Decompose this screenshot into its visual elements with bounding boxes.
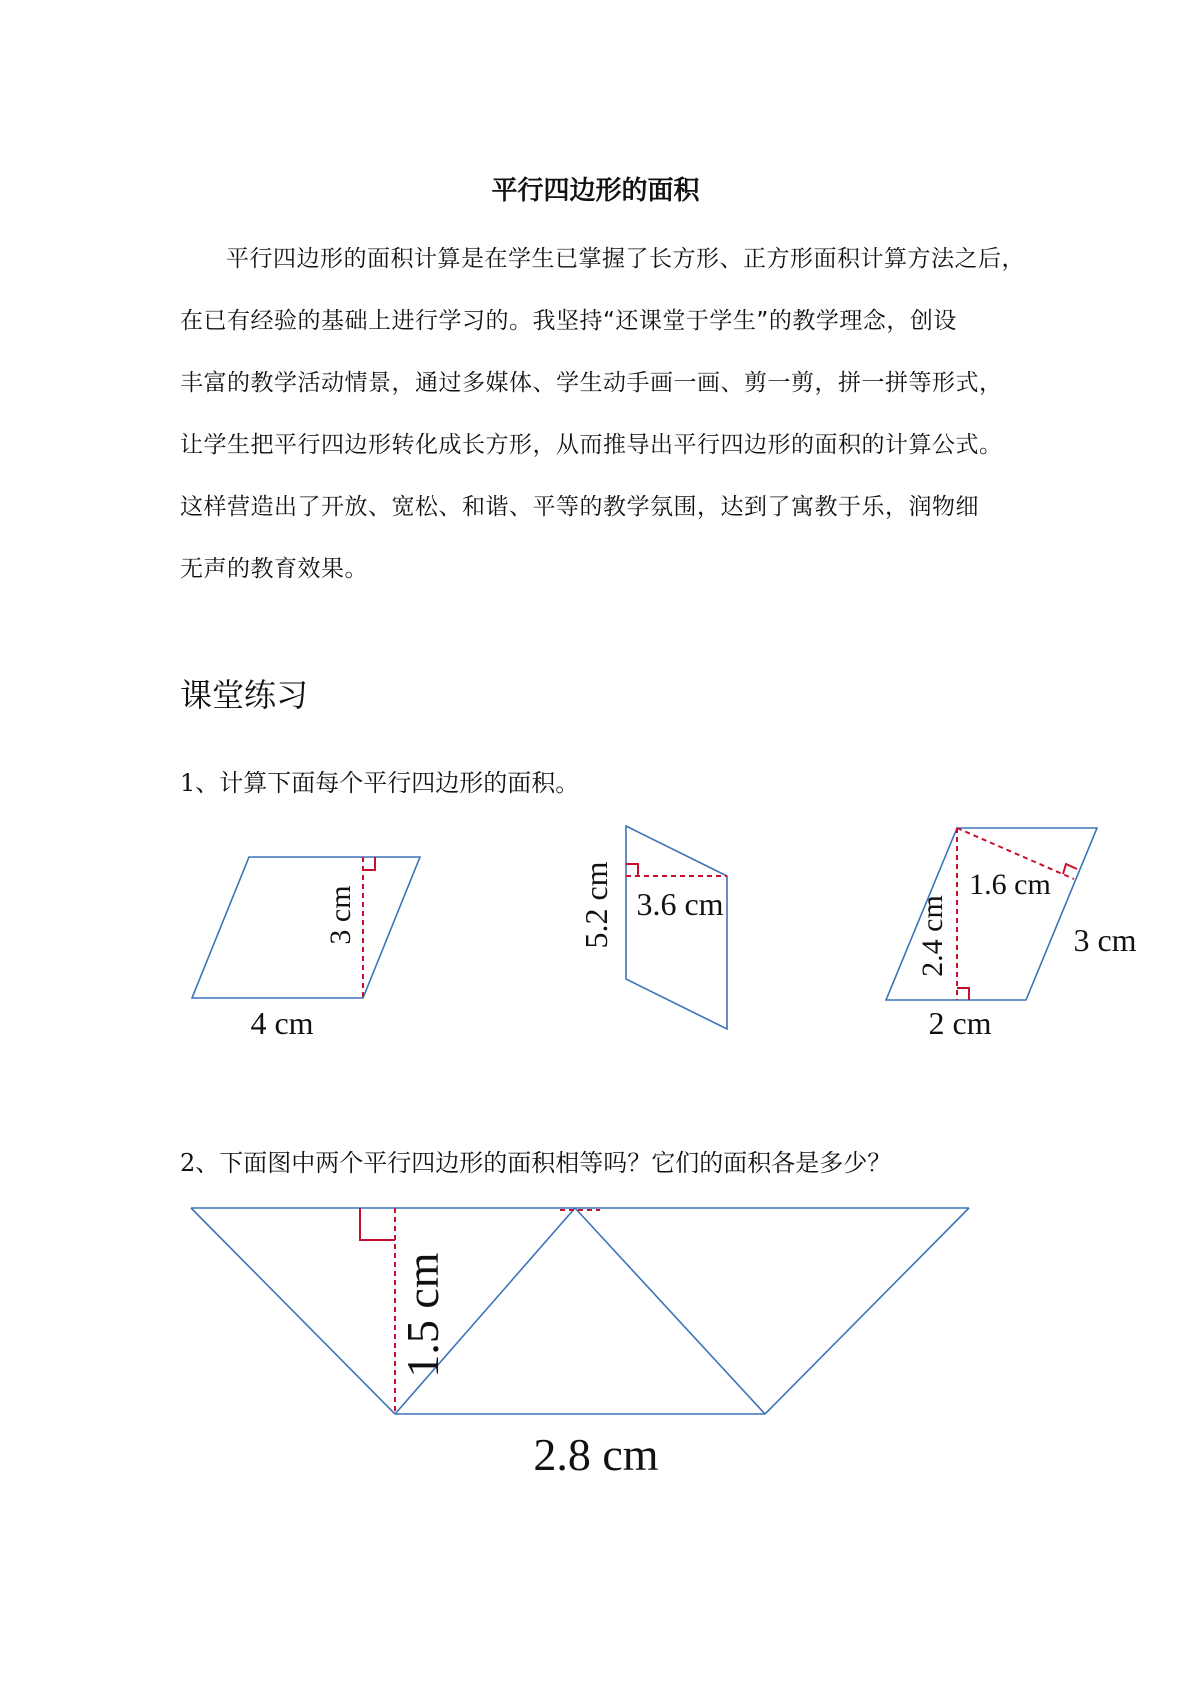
intro-line: 平行四边形的面积计算是在学生已掌握了长方形、正方形面积计算方法之后， <box>226 246 1025 272</box>
figure-a <box>192 857 420 1041</box>
base-label-a: 4 cm <box>250 1005 314 1041</box>
height-label: 1.5 cm <box>397 1252 448 1378</box>
question-1-text: 1、计算下面每个平行四边形的面积。 <box>180 769 580 797</box>
base-label: 2.8 cm <box>533 1429 659 1480</box>
intro-line: 这样营造出了开放、宽松、和谐、平等的教学氛围，达到了寓教于乐，润物细 <box>180 494 979 520</box>
right-angle-mark-b <box>626 864 638 876</box>
side-label-b: 5.2 cm <box>578 861 614 949</box>
intro-line: 无声的教育效果。 <box>180 556 368 582</box>
intro-line: 丰富的教学活动情景，通过多媒体、学生动手画一画、剪一剪，拼一拼等形式， <box>180 370 1003 396</box>
section-heading: 课堂练习 <box>180 676 309 714</box>
question-1-figures <box>0 820 1191 1060</box>
base-label-c: 2 cm <box>928 1005 992 1041</box>
parallelogram-b <box>626 826 727 1029</box>
right-angle-mark-c1 <box>957 988 969 1000</box>
side-label-c: 3 cm <box>1073 922 1137 958</box>
diagonal-right <box>575 1208 765 1414</box>
intro-paragraph <box>180 228 1030 600</box>
intro-line: 在已有经验的基础上进行学习的。我坚持“还课堂于学生”的教学理念，创设 <box>180 308 957 334</box>
question-2-figure <box>0 1190 1191 1490</box>
right-edge <box>765 1208 969 1414</box>
right-angle-mark-c2 <box>1063 864 1077 874</box>
height-to-side-label-c: 1.6 cm <box>969 868 1051 901</box>
height-label-c: 2.4 cm <box>916 895 949 977</box>
right-angle-mark-a <box>363 857 375 870</box>
parallelogram-a <box>192 857 420 998</box>
question-2-text: 2、下面图中两个平行四边形的面积相等吗？它们的面积各是多少？ <box>180 1149 892 1177</box>
figure-b <box>578 826 727 1029</box>
height-label-b: 3.6 cm <box>636 886 724 922</box>
height-label-a: 3 cm <box>324 885 357 945</box>
figure-c <box>886 828 1137 1041</box>
intro-line: 让学生把平行四边形转化成长方形，从而推导出平行四边形的面积的计算公式。 <box>180 432 1003 458</box>
page-title: 平行四边形的面积 <box>491 176 700 206</box>
left-edge <box>191 1208 395 1414</box>
figure-q2 <box>191 1208 969 1480</box>
right-angle-mark <box>360 1208 395 1240</box>
